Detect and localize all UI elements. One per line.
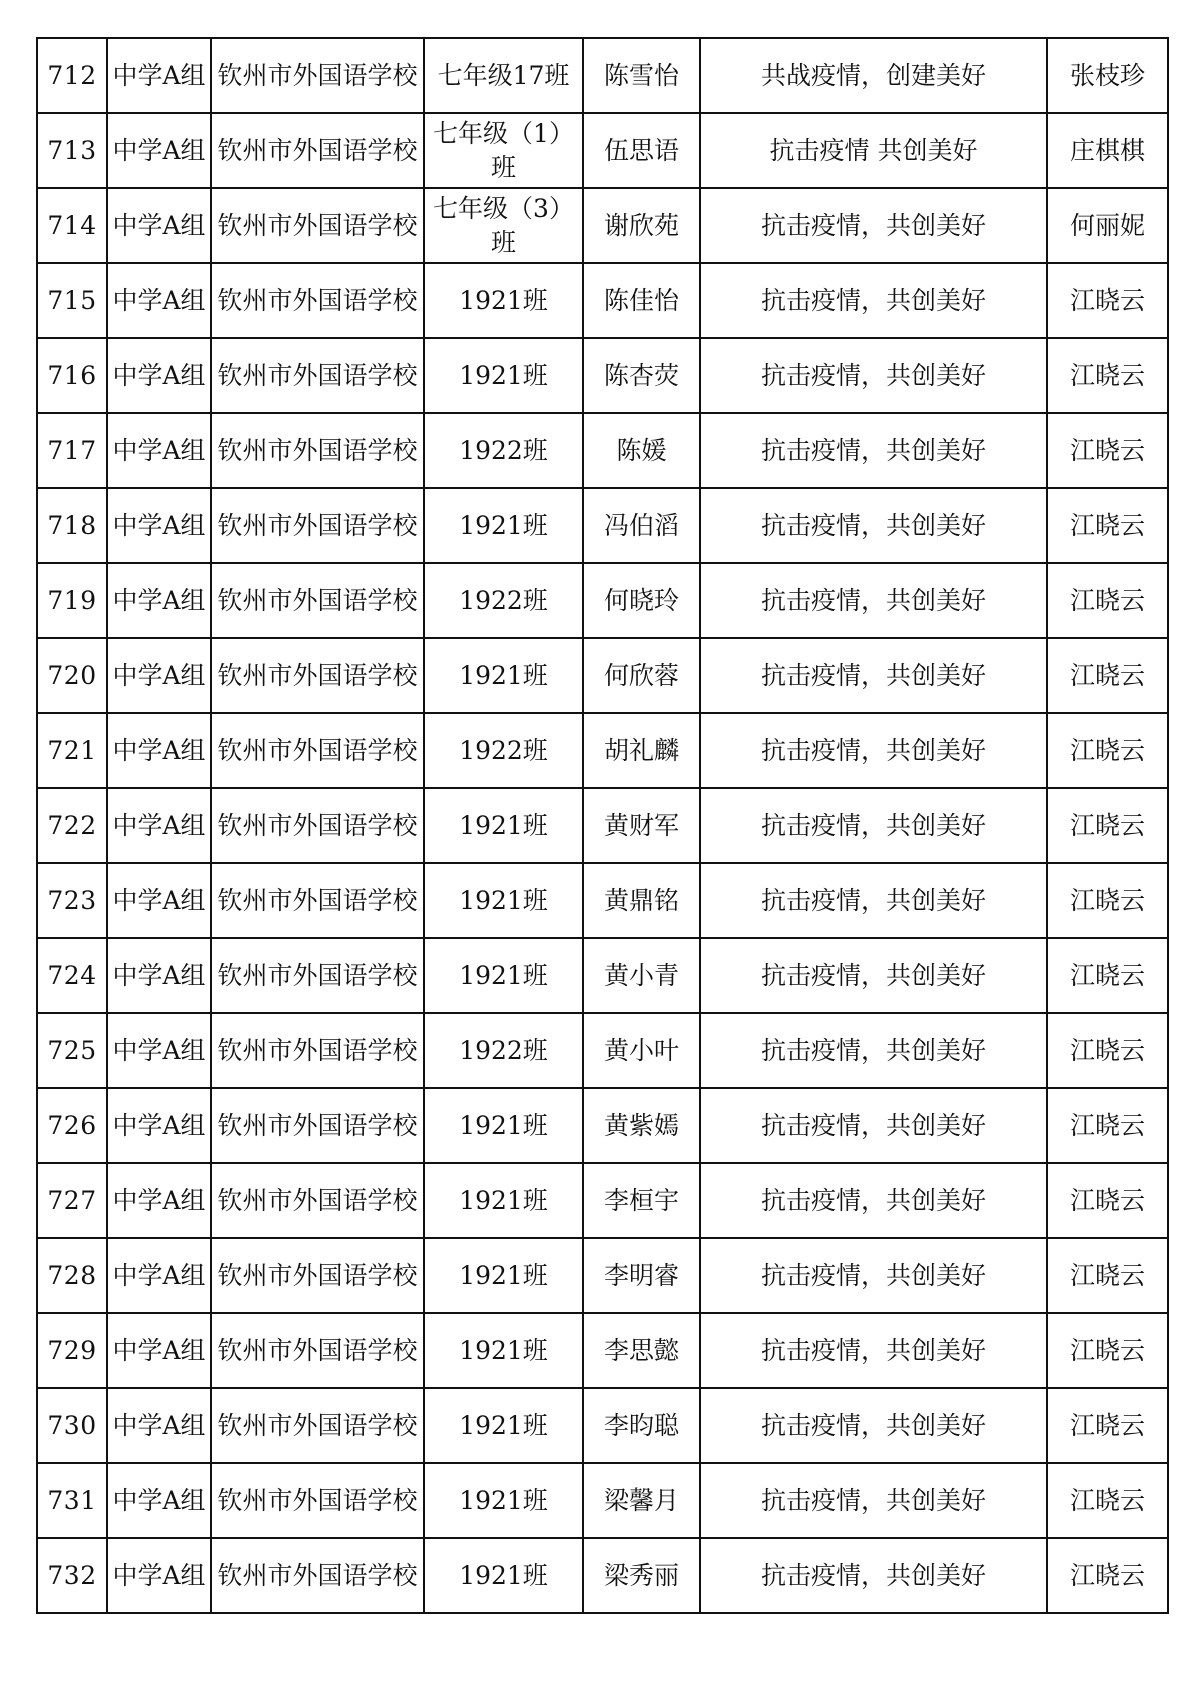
teacher-cell: 江晓云 (1047, 1313, 1168, 1388)
student-name-cell: 何欣蓉 (583, 638, 700, 713)
table-row (37, 338, 1168, 413)
teacher-cell: 江晓云 (1047, 1238, 1168, 1313)
student-name-cell: 黄小叶 (583, 1013, 700, 1088)
work-title-cell: 抗击疫情，共创美好 (700, 713, 1047, 788)
table-row (37, 1388, 1168, 1463)
table-row (37, 1088, 1168, 1163)
table-row (37, 1313, 1168, 1388)
class-cell: 1921班 (424, 788, 583, 863)
teacher-cell: 江晓云 (1047, 1388, 1168, 1463)
student-name-cell: 胡礼麟 (583, 713, 700, 788)
school-cell: 钦州市外国语学校 (211, 1238, 424, 1313)
class-cell: 七年级（3）班 (424, 188, 583, 263)
school-cell: 钦州市外国语学校 (211, 1388, 424, 1463)
school-cell: 钦州市外国语学校 (211, 113, 424, 188)
table-row (37, 413, 1168, 488)
group-cell: 中学A组 (107, 1463, 211, 1538)
group-cell: 中学A组 (107, 1538, 211, 1613)
teacher-cell: 江晓云 (1047, 788, 1168, 863)
class-cell: 1921班 (424, 1388, 583, 1463)
entry-number-cell: 716 (37, 338, 107, 413)
teacher-cell: 江晓云 (1047, 938, 1168, 1013)
entries-table (36, 37, 1169, 1614)
teacher-cell: 江晓云 (1047, 1088, 1168, 1163)
group-cell: 中学A组 (107, 713, 211, 788)
work-title-cell: 抗击疫情，共创美好 (700, 863, 1047, 938)
group-cell: 中学A组 (107, 338, 211, 413)
entry-number-cell: 726 (37, 1088, 107, 1163)
table-row (37, 788, 1168, 863)
teacher-cell: 江晓云 (1047, 713, 1168, 788)
table-row (37, 713, 1168, 788)
group-cell: 中学A组 (107, 788, 211, 863)
student-name-cell: 黄财军 (583, 788, 700, 863)
group-cell: 中学A组 (107, 413, 211, 488)
school-cell: 钦州市外国语学校 (211, 1463, 424, 1538)
work-title-cell: 抗击疫情，共创美好 (700, 1013, 1047, 1088)
group-cell: 中学A组 (107, 488, 211, 563)
entry-number-cell: 715 (37, 263, 107, 338)
teacher-cell: 江晓云 (1047, 638, 1168, 713)
work-title-cell: 抗击疫情，共创美好 (700, 1313, 1047, 1388)
work-title-cell: 抗击疫情，共创美好 (700, 1088, 1047, 1163)
entry-number-cell: 714 (37, 188, 107, 263)
entry-number-cell: 729 (37, 1313, 107, 1388)
student-name-cell: 何晓玲 (583, 563, 700, 638)
table-row (37, 1163, 1168, 1238)
class-cell: 1921班 (424, 1463, 583, 1538)
work-title-cell: 抗击疫情，共创美好 (700, 1238, 1047, 1313)
table-row (37, 1013, 1168, 1088)
group-cell: 中学A组 (107, 1013, 211, 1088)
teacher-cell: 庄棋棋 (1047, 113, 1168, 188)
entry-number-cell: 732 (37, 1538, 107, 1613)
class-cell: 1921班 (424, 1088, 583, 1163)
work-title-cell: 抗击疫情，共创美好 (700, 338, 1047, 413)
group-cell: 中学A组 (107, 1088, 211, 1163)
entries-table-body (37, 38, 1168, 1613)
table-row (37, 938, 1168, 1013)
student-name-cell: 陈媛 (583, 413, 700, 488)
entry-number-cell: 728 (37, 1238, 107, 1313)
entry-number-cell: 718 (37, 488, 107, 563)
class-cell: 1921班 (424, 338, 583, 413)
teacher-cell: 江晓云 (1047, 263, 1168, 338)
teacher-cell: 江晓云 (1047, 1013, 1168, 1088)
table-row (37, 563, 1168, 638)
class-cell: 1921班 (424, 1313, 583, 1388)
work-title-cell: 抗击疫情，共创美好 (700, 413, 1047, 488)
work-title-cell: 抗击疫情，共创美好 (700, 488, 1047, 563)
entry-number-cell: 719 (37, 563, 107, 638)
teacher-cell: 江晓云 (1047, 338, 1168, 413)
group-cell: 中学A组 (107, 938, 211, 1013)
table-row (37, 488, 1168, 563)
class-cell: 1922班 (424, 413, 583, 488)
teacher-cell: 江晓云 (1047, 1463, 1168, 1538)
work-title-cell: 共战疫情，创建美好 (700, 38, 1047, 113)
student-name-cell: 陈佳怡 (583, 263, 700, 338)
group-cell: 中学A组 (107, 38, 211, 113)
class-cell: 1921班 (424, 1538, 583, 1613)
school-cell: 钦州市外国语学校 (211, 563, 424, 638)
school-cell: 钦州市外国语学校 (211, 488, 424, 563)
group-cell: 中学A组 (107, 638, 211, 713)
student-name-cell: 李昀聪 (583, 1388, 700, 1463)
teacher-cell: 何丽妮 (1047, 188, 1168, 263)
group-cell: 中学A组 (107, 1388, 211, 1463)
class-cell: 1922班 (424, 1013, 583, 1088)
class-cell: 1921班 (424, 1238, 583, 1313)
school-cell: 钦州市外国语学校 (211, 1088, 424, 1163)
class-cell: 1922班 (424, 563, 583, 638)
table-row (37, 188, 1168, 263)
student-name-cell: 梁馨月 (583, 1463, 700, 1538)
student-name-cell: 李思懿 (583, 1313, 700, 1388)
student-name-cell: 谢欣苑 (583, 188, 700, 263)
class-cell: 1921班 (424, 263, 583, 338)
table-row (37, 1463, 1168, 1538)
table-row (37, 263, 1168, 338)
work-title-cell: 抗击疫情，共创美好 (700, 1463, 1047, 1538)
entry-number-cell: 721 (37, 713, 107, 788)
entry-number-cell: 731 (37, 1463, 107, 1538)
student-name-cell: 陈雪怡 (583, 38, 700, 113)
school-cell: 钦州市外国语学校 (211, 713, 424, 788)
class-cell: 七年级17班 (424, 38, 583, 113)
school-cell: 钦州市外国语学校 (211, 188, 424, 263)
group-cell: 中学A组 (107, 188, 211, 263)
entry-number-cell: 725 (37, 1013, 107, 1088)
school-cell: 钦州市外国语学校 (211, 263, 424, 338)
group-cell: 中学A组 (107, 263, 211, 338)
group-cell: 中学A组 (107, 863, 211, 938)
class-cell: 1921班 (424, 863, 583, 938)
student-name-cell: 黄鼎铭 (583, 863, 700, 938)
student-name-cell: 李明睿 (583, 1238, 700, 1313)
table-row (37, 113, 1168, 188)
entry-number-cell: 713 (37, 113, 107, 188)
student-name-cell: 冯伯滔 (583, 488, 700, 563)
entry-number-cell: 727 (37, 1163, 107, 1238)
group-cell: 中学A组 (107, 1238, 211, 1313)
entry-number-cell: 712 (37, 38, 107, 113)
class-cell: 1922班 (424, 713, 583, 788)
work-title-cell: 抗击疫情，共创美好 (700, 1388, 1047, 1463)
table-row (37, 1538, 1168, 1613)
class-cell: 1921班 (424, 1163, 583, 1238)
student-name-cell: 梁秀丽 (583, 1538, 700, 1613)
school-cell: 钦州市外国语学校 (211, 788, 424, 863)
teacher-cell: 江晓云 (1047, 488, 1168, 563)
group-cell: 中学A组 (107, 1163, 211, 1238)
school-cell: 钦州市外国语学校 (211, 638, 424, 713)
teacher-cell: 张枝珍 (1047, 38, 1168, 113)
work-title-cell: 抗击疫情，共创美好 (700, 638, 1047, 713)
teacher-cell: 江晓云 (1047, 563, 1168, 638)
table-row (37, 638, 1168, 713)
student-name-cell: 伍思语 (583, 113, 700, 188)
student-name-cell: 陈杏荧 (583, 338, 700, 413)
teacher-cell: 江晓云 (1047, 863, 1168, 938)
student-name-cell: 黄小青 (583, 938, 700, 1013)
school-cell: 钦州市外国语学校 (211, 938, 424, 1013)
school-cell: 钦州市外国语学校 (211, 1163, 424, 1238)
student-name-cell: 李桓宇 (583, 1163, 700, 1238)
teacher-cell: 江晓云 (1047, 1538, 1168, 1613)
school-cell: 钦州市外国语学校 (211, 338, 424, 413)
table-row (37, 1238, 1168, 1313)
student-name-cell: 黄紫嫣 (583, 1088, 700, 1163)
school-cell: 钦州市外国语学校 (211, 38, 424, 113)
work-title-cell: 抗击疫情，共创美好 (700, 263, 1047, 338)
work-title-cell: 抗击疫情 共创美好 (700, 113, 1047, 188)
entry-number-cell: 722 (37, 788, 107, 863)
teacher-cell: 江晓云 (1047, 413, 1168, 488)
school-cell: 钦州市外国语学校 (211, 1013, 424, 1088)
entry-number-cell: 730 (37, 1388, 107, 1463)
group-cell: 中学A组 (107, 563, 211, 638)
work-title-cell: 抗击疫情，共创美好 (700, 188, 1047, 263)
class-cell: 七年级（1）班 (424, 113, 583, 188)
entry-number-cell: 717 (37, 413, 107, 488)
work-title-cell: 抗击疫情，共创美好 (700, 563, 1047, 638)
class-cell: 1921班 (424, 638, 583, 713)
work-title-cell: 抗击疫情，共创美好 (700, 938, 1047, 1013)
group-cell: 中学A组 (107, 113, 211, 188)
entry-number-cell: 720 (37, 638, 107, 713)
work-title-cell: 抗击疫情，共创美好 (700, 1163, 1047, 1238)
work-title-cell: 抗击疫情，共创美好 (700, 1538, 1047, 1613)
class-cell: 1921班 (424, 488, 583, 563)
school-cell: 钦州市外国语学校 (211, 413, 424, 488)
school-cell: 钦州市外国语学校 (211, 1313, 424, 1388)
school-cell: 钦州市外国语学校 (211, 1538, 424, 1613)
work-title-cell: 抗击疫情，共创美好 (700, 788, 1047, 863)
teacher-cell: 江晓云 (1047, 1163, 1168, 1238)
class-cell: 1921班 (424, 938, 583, 1013)
school-cell: 钦州市外国语学校 (211, 863, 424, 938)
entry-number-cell: 723 (37, 863, 107, 938)
group-cell: 中学A组 (107, 1313, 211, 1388)
table-row (37, 38, 1168, 113)
table-row (37, 863, 1168, 938)
entry-number-cell: 724 (37, 938, 107, 1013)
